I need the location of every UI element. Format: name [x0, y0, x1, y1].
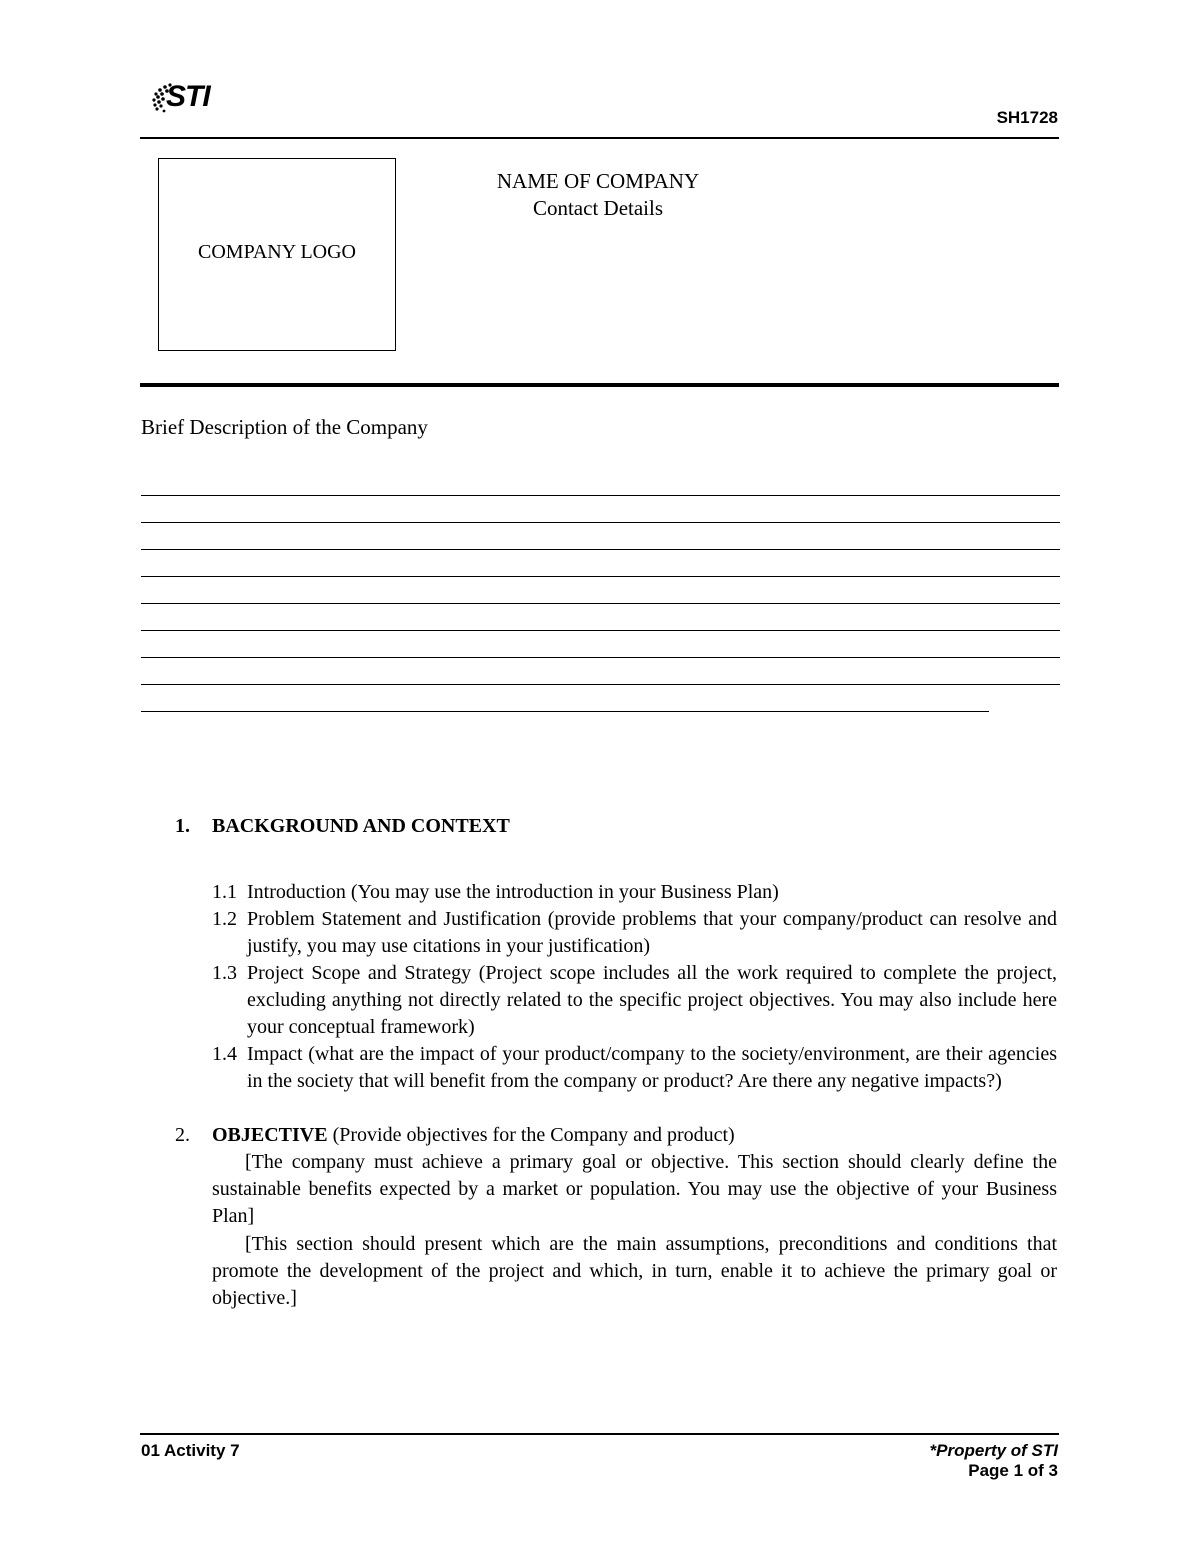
writing-line[interactable] — [141, 576, 1060, 577]
property-notice: *Property of STI — [929, 1441, 1058, 1460]
writing-line[interactable] — [141, 684, 1060, 685]
company-logo-placeholder — [158, 158, 396, 351]
footer-activity-label: 01 Activity 7 — [141, 1441, 240, 1460]
item-1-3-text: Project Scope and Strategy (Project scope includes all the work required to complete the project, excluding anything not directly related to the specific project objectives. You may also include here your conceptual framework) — [247, 962, 1057, 1038]
company-info — [398, 168, 798, 222]
writing-line[interactable] — [141, 630, 1060, 631]
document-code: SH1728 — [996, 108, 1058, 127]
item-1-3-number: 1.3 — [212, 962, 237, 984]
item-1-4-number: 1.4 — [212, 1043, 237, 1065]
section-rule — [140, 383, 1059, 387]
section-1-title: BACKGROUND AND CONTEXT — [212, 815, 510, 837]
footer-rule — [140, 1433, 1059, 1435]
writing-line[interactable] — [141, 522, 1060, 523]
section-2-number: 2. — [175, 1124, 190, 1146]
section-2-subtitle: (Provide objectives for the Company and product) — [332, 1124, 735, 1146]
section-1-number: 1. — [175, 815, 190, 837]
item-1-1-number: 1.1 — [212, 881, 237, 903]
section-2-title: OBJECTIVE — [212, 1124, 328, 1146]
header-rule — [140, 137, 1059, 139]
writing-line[interactable] — [141, 603, 1060, 604]
company-contact: Contact Details — [532, 196, 664, 220]
section-2-heading — [212, 1122, 1057, 1149]
writing-line[interactable] — [141, 711, 989, 712]
sti-logo-text: STI — [166, 80, 210, 113]
item-1-4-text: Impact (what are the impact of your product/company to the society/environment, are their agencies in the society that will benefit from the company or product? Are there any negative impacts?) — [247, 1043, 1057, 1092]
item-1-2-text: Problem Statement and Justification (provide problems that your company/product can resolve and justify, you may use citations in your justification) — [247, 908, 1057, 957]
footer-right — [930, 1441, 1058, 1481]
writing-line[interactable] — [141, 657, 1060, 658]
writing-line[interactable] — [141, 495, 1060, 496]
brief-description-title: Brief Description of the Company — [141, 415, 428, 439]
objective-paragraph-2: [This section should present which are the main assumptions, preconditions and conditions that promote the development of the project and which, in turn, enable it to achieve the primary goal or objective.] — [212, 1233, 1057, 1309]
page-number: Page 1 of 3 — [968, 1461, 1058, 1480]
company-logo-label: COMPANY LOGO — [198, 241, 356, 263]
item-1-1-text: Introduction (You may use the introduction in your Business Plan) — [247, 881, 779, 903]
objective-paragraph-1: [The company must achieve a primary goal or objective. This section should clearly define the sustainable benefits expected by a market or population. You may use the objective of your Business Plan] — [212, 1151, 1057, 1227]
item-1-2-number: 1.2 — [212, 908, 237, 930]
company-name: NAME OF COMPANY — [496, 169, 700, 193]
writing-line[interactable] — [141, 549, 1060, 550]
